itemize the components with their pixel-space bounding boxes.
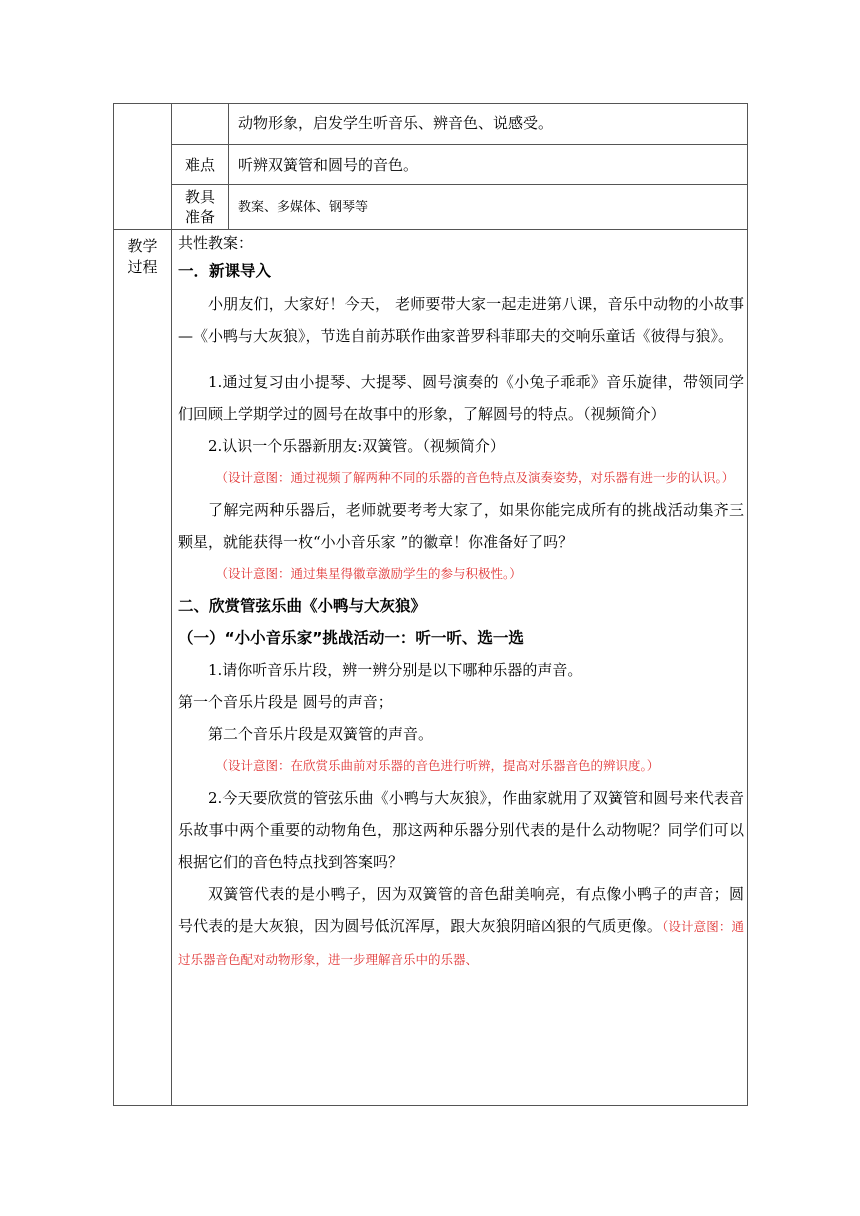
design-note: （设计意图：通过乐器音色配对动物形象，进一步理解音乐中的乐器、 [178, 919, 744, 967]
paragraph: 小朋友们，大家好！今天， 老师要带大家一起走进第八课，音乐中动物的小故事—《小鸭与大灰狼》，节选自前苏联作曲家普罗科菲耶夫的交响乐童话《彼得与狼》。 [178, 295, 744, 345]
table-divider [171, 103, 172, 1106]
difficulty-text: 听辨双簧管和圆号的音色。 [238, 156, 419, 174]
table-divider [228, 103, 229, 229]
materials-label-2: 准备 [184, 208, 215, 226]
paragraph: 了解完两种乐器后，老师就要考考大家了，如果你能完成所有的挑战活动集齐三颗星，就能获得一枚“小小音乐家 ”的徽章！你准备好了吗？ [178, 501, 744, 551]
materials-label-1: 教具 [184, 188, 215, 206]
process-label-1: 教学 [127, 237, 158, 255]
common-plan-label: 共性教案： [178, 234, 254, 252]
table-divider [171, 144, 748, 145]
design-note: （设计意图：通过视频了解两种不同的乐器的音色特点及演奏姿势，对乐器有进一步的认识。） [215, 470, 735, 485]
process-label-2: 过程 [127, 258, 158, 276]
materials-text: 教案、多媒体、钢琴等 [238, 200, 369, 215]
row1-text: 动物形象，启发学生听音乐、辨音色、说感受。 [238, 114, 554, 132]
paragraph: 1.请你听音乐片段，辨一辨分别是以下哪种乐器的声音。 [208, 661, 583, 679]
paragraph: 第一个音乐片段是 圆号的声音； [178, 693, 393, 711]
design-note: （设计意图：通过集星得徽章激励学生的参与积极性。） [215, 566, 522, 581]
lesson-process-content [178, 232, 744, 976]
paragraph: 1.通过复习由小提琴、大提琴、圆号演奏的《小兔子乖乖》音乐旋律，带领同学们回顾上学期学过的圆号在故事中的形象，了解圆号的特点。（视频简介） [178, 373, 744, 423]
paragraph: 2.今天要欣赏的管弦乐曲《小鸭与大灰狼》，作曲家就用了双簧管和圆号来代表音乐故事中两个重要的动物角色，那这两种乐器分别代表的是什么动物呢？同学们可以根据它们的音色特点找到答案吗？ [178, 789, 744, 871]
design-note: （设计意图：在欣赏乐曲前对乐器的音色进行听辨，提高对乐器音色的辨识度。） [215, 758, 660, 773]
difficulty-label: 难点 [184, 156, 215, 174]
paragraph [178, 878, 744, 976]
section-heading-3: （一）“小小音乐家”挑战活动一：听一听、选一选 [178, 629, 524, 647]
table-divider [113, 229, 748, 230]
section-heading-2: 二、欣赏管弦乐曲《小鸭与大灰狼》 [178, 597, 427, 615]
paragraph: 第二个音乐片段是双簧管的声音。 [208, 725, 434, 743]
paragraph-text: 双簧管代表的是小鸭子，因为双簧管的音色甜美响亮，有点像小鸭子的声音；圆号代表的是大灰狼，因为圆号低沉浑厚，跟大灰狼阴暗凶狠的气质更像。 [178, 885, 744, 935]
table-divider [171, 184, 748, 185]
section-heading-1: 一．新课导入 [178, 262, 272, 280]
paragraph: 2.认识一个乐器新朋友:双簧管。（视频简介） [208, 437, 505, 455]
